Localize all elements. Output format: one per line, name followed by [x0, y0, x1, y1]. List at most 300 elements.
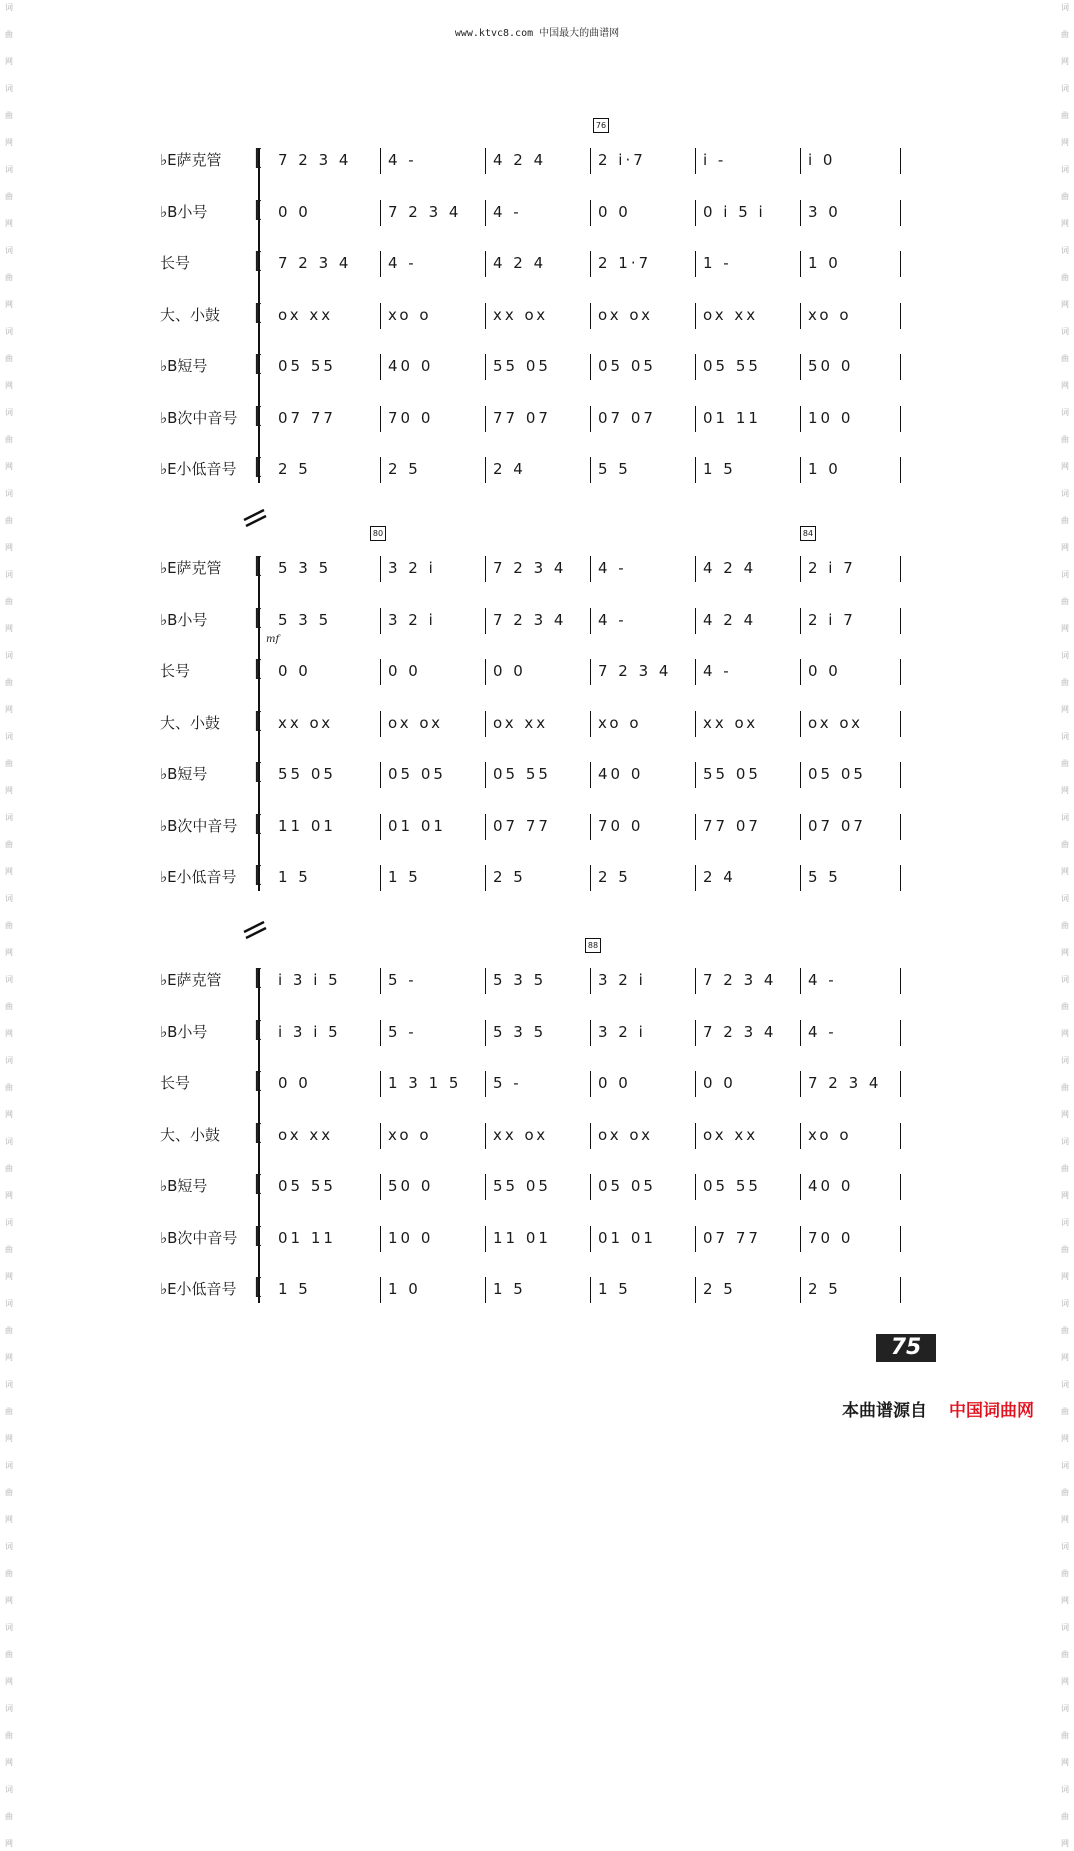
watermark-char: 网 — [1061, 948, 1069, 957]
measure-notes: 4 2 4 — [703, 610, 757, 629]
measure — [485, 346, 590, 386]
watermark-char: 曲 — [5, 111, 13, 120]
instrument-name: 大、小鼓 — [160, 1125, 221, 1144]
measure — [695, 140, 800, 180]
measure-notes: xo o — [808, 1125, 852, 1144]
watermark-char: 网 — [5, 1191, 13, 1200]
watermark-char: 曲 — [1061, 30, 1069, 39]
barline — [900, 303, 901, 329]
measure — [695, 398, 800, 438]
watermark-char: 词 — [5, 1704, 13, 1713]
instrument-staff — [160, 806, 920, 846]
barline — [900, 556, 901, 582]
measure-row — [270, 857, 900, 897]
watermark-char: 网 — [5, 1353, 13, 1362]
measure — [695, 548, 800, 588]
instrument-name: ♭E萨克管 — [160, 971, 222, 989]
watermark-char: 网 — [5, 1029, 13, 1038]
measure — [270, 960, 380, 1000]
measure-notes: 4 - — [388, 151, 417, 169]
measure-notes: 7 2 3 4 — [703, 1022, 777, 1041]
measure — [590, 140, 695, 180]
instrument-name: ♭B短号 — [160, 1177, 208, 1195]
measure-row — [270, 346, 900, 386]
measure-notes: xx ox — [493, 305, 549, 324]
watermark-char: 曲 — [5, 1164, 13, 1173]
measure-notes: 4 - — [808, 1022, 837, 1041]
measure — [695, 243, 800, 283]
measure-notes: xx ox — [703, 713, 759, 732]
measure — [270, 600, 380, 640]
barline — [900, 659, 901, 685]
measure-notes: 05 55 — [278, 1177, 336, 1195]
measure-notes: 77 07 — [493, 408, 551, 427]
watermark-char: 曲 — [1061, 921, 1069, 930]
measure-row — [270, 1166, 900, 1206]
watermark-char: 曲 — [5, 840, 13, 849]
instrument-name: ♭B短号 — [160, 357, 208, 375]
measure-notes: 70 0 — [808, 1228, 854, 1247]
watermark-char: 曲 — [5, 516, 13, 525]
measure-notes: 0 0 — [278, 662, 311, 680]
watermark-char: 词 — [1061, 1461, 1069, 1470]
instrument-staff — [160, 1218, 920, 1258]
measure-notes: 2 4 — [493, 460, 526, 478]
watermark-char: 网 — [5, 1110, 13, 1119]
measure-notes: 0 0 — [703, 1074, 736, 1092]
staff-bracket: [ — [254, 1223, 263, 1249]
measure — [380, 1012, 485, 1052]
measure — [270, 1218, 380, 1258]
measure — [800, 1218, 900, 1258]
measure-notes: 0 i 5 i — [703, 202, 766, 221]
measure — [485, 192, 590, 232]
staff-bracket: [ — [254, 455, 263, 480]
measure — [695, 192, 800, 232]
watermark-char: 词 — [1061, 3, 1069, 12]
measure — [485, 651, 590, 691]
measure-notes: 5 5 — [598, 460, 631, 478]
barline — [900, 148, 901, 174]
watermark-char: 网 — [1061, 1434, 1069, 1443]
measure-notes: 0 0 — [493, 662, 526, 680]
measure-notes: 0 0 — [598, 202, 631, 221]
watermark-char: 网 — [5, 1758, 13, 1767]
watermark-char: 词 — [1061, 1704, 1069, 1713]
instrument-name: ♭B次中音号 — [160, 1228, 238, 1247]
measure-row — [270, 398, 900, 438]
instrument-name: ♭B次中音号 — [160, 408, 238, 427]
watermark-char: 词 — [5, 246, 13, 255]
watermark-char: 词 — [1061, 1137, 1069, 1146]
measure-notes: 01 01 — [388, 816, 446, 835]
watermark-char: 网 — [5, 1272, 13, 1281]
measure — [270, 192, 380, 232]
measure — [695, 449, 800, 489]
watermark-char: 曲 — [1061, 597, 1069, 606]
watermark-char: 网 — [5, 1839, 13, 1848]
watermark-char: 词 — [5, 1218, 13, 1227]
measure-notes: 1 0 — [808, 254, 841, 272]
staff-bracket: [ — [254, 300, 263, 326]
barline — [900, 762, 901, 788]
measure — [590, 398, 695, 438]
barline — [900, 1020, 901, 1046]
instrument-staff — [160, 1012, 920, 1052]
measure — [485, 1012, 590, 1052]
watermark-char: 网 — [5, 1434, 13, 1443]
measure — [800, 600, 900, 640]
measure — [270, 806, 380, 846]
measure-notes: ox xx — [278, 1125, 334, 1144]
instrument-staff — [160, 346, 920, 386]
measure-notes: ox xx — [703, 305, 759, 324]
watermark-char: 词 — [5, 1137, 13, 1146]
instrument-staff — [160, 295, 920, 335]
watermark-char: 词 — [5, 1542, 13, 1551]
barline — [900, 1071, 901, 1097]
watermark-char: 曲 — [5, 273, 13, 282]
staff-bracket: [ — [254, 1017, 263, 1043]
measure-notes: 4 - — [808, 971, 837, 989]
measure-notes: xo o — [598, 713, 642, 732]
instrument-name: ♭B短号 — [160, 765, 208, 783]
instrument-name: ♭E小低音号 — [160, 868, 237, 886]
footer-source-label: 本曲谱源自 — [842, 1401, 927, 1421]
watermark-char: 网 — [5, 1515, 13, 1524]
measure-notes: ox xx — [493, 713, 549, 732]
measure — [800, 449, 900, 489]
watermark-char: 网 — [1061, 1677, 1069, 1686]
measure — [695, 960, 800, 1000]
watermark-char: 网 — [5, 138, 13, 147]
measure — [485, 806, 590, 846]
measure-notes: 0 0 — [278, 202, 311, 221]
measure — [695, 600, 800, 640]
instrument-staff — [160, 548, 920, 588]
measure-notes: 07 07 — [598, 408, 656, 427]
measure-notes: 5 - — [493, 1074, 522, 1092]
measure — [695, 754, 800, 794]
instrument-name: ♭B小号 — [160, 610, 208, 629]
measure-notes: 11 01 — [493, 1228, 551, 1247]
watermark-char: 词 — [5, 3, 13, 12]
measure-notes: 1 - — [703, 254, 732, 272]
barline — [900, 457, 901, 483]
watermark-char: 曲 — [5, 597, 13, 606]
measure — [590, 703, 695, 743]
watermark-char: 词 — [1061, 327, 1069, 336]
measure — [380, 295, 485, 335]
system-break-icon — [240, 920, 270, 940]
watermark-char: 曲 — [1061, 354, 1069, 363]
barline — [900, 200, 901, 226]
measure — [485, 1063, 590, 1103]
watermark-char: 曲 — [1061, 435, 1069, 444]
footer-credit — [842, 1396, 1034, 1421]
instrument-name: ♭B小号 — [160, 202, 208, 221]
watermark-char: 词 — [1061, 570, 1069, 579]
measure — [800, 140, 900, 180]
watermark-char: 网 — [1061, 57, 1069, 66]
watermark-char: 词 — [5, 570, 13, 579]
measure — [270, 1166, 380, 1206]
watermark-char: 网 — [1061, 300, 1069, 309]
measure-notes: 70 0 — [388, 408, 434, 427]
watermark-char: 曲 — [1061, 516, 1069, 525]
watermark-char: 词 — [1061, 1785, 1069, 1794]
measure — [800, 346, 900, 386]
measure-notes: 7 2 3 4 — [493, 559, 567, 577]
measure — [270, 1063, 380, 1103]
measure — [590, 960, 695, 1000]
measure-notes: 2 5 — [388, 460, 421, 478]
watermark-char: 网 — [5, 57, 13, 66]
instrument-staff — [160, 449, 920, 489]
measure — [270, 243, 380, 283]
measure — [485, 703, 590, 743]
measure — [590, 1115, 695, 1155]
staff-bracket: [ — [254, 605, 263, 631]
watermark-char: 词 — [5, 651, 13, 660]
measure — [590, 1012, 695, 1052]
watermark-char: 曲 — [5, 1083, 13, 1092]
measure — [270, 398, 380, 438]
staff-bracket: [ — [254, 657, 263, 682]
staff-bracket: [ — [254, 352, 263, 377]
measure — [270, 140, 380, 180]
measure-row — [270, 449, 900, 489]
watermark-char: 词 — [5, 732, 13, 741]
measure — [380, 651, 485, 691]
watermark-char: 曲 — [1061, 273, 1069, 282]
measure-notes: 7 2 3 4 — [598, 662, 672, 680]
measure — [270, 754, 380, 794]
measure-notes: 2 5 — [278, 460, 311, 478]
measure-notes: 4 - — [598, 559, 627, 577]
watermark-char: 网 — [5, 624, 13, 633]
watermark-char: 曲 — [5, 192, 13, 201]
watermark-char: 词 — [1061, 489, 1069, 498]
watermark-char: 词 — [5, 327, 13, 336]
page-number: 75 — [876, 1334, 936, 1362]
measure-notes: 3 2 i — [388, 559, 436, 577]
measure-notes: 2 i 7 — [808, 610, 856, 629]
measure — [590, 806, 695, 846]
watermark-char: 词 — [5, 1461, 13, 1470]
measure — [590, 1166, 695, 1206]
watermark-char: 网 — [1061, 705, 1069, 714]
watermark-char: 曲 — [5, 1245, 13, 1254]
instrument-name: 长号 — [160, 1074, 191, 1092]
measure-notes: 4 2 4 — [703, 559, 757, 577]
measure-notes: 2 4 — [703, 868, 736, 886]
measure-notes: 4 - — [388, 254, 417, 272]
measure — [485, 1166, 590, 1206]
measure-row — [270, 295, 900, 335]
watermark-char: 曲 — [1061, 678, 1069, 687]
measure-notes: 1 5 — [388, 868, 421, 886]
watermark-char: 词 — [5, 165, 13, 174]
measure-notes: 7 2 3 4 — [388, 202, 462, 221]
measure — [485, 1269, 590, 1309]
staff-bracket: [ — [254, 863, 263, 888]
measure — [695, 1218, 800, 1258]
measure-row — [270, 548, 900, 588]
measure-notes: i 0 — [808, 151, 836, 169]
watermark-char: 词 — [5, 489, 13, 498]
watermark-char: 曲 — [5, 30, 13, 39]
measure-notes: ox ox — [598, 305, 653, 324]
watermark-char: 词 — [5, 975, 13, 984]
measure-notes: 5 3 5 — [493, 971, 547, 989]
watermark-char: 词 — [1061, 894, 1069, 903]
barline — [900, 1226, 901, 1252]
measure — [270, 1115, 380, 1155]
barline — [900, 354, 901, 380]
barline — [900, 1277, 901, 1303]
measure-notes: 05 05 — [808, 765, 866, 783]
measure-notes: 4 - — [703, 662, 732, 680]
measure — [800, 806, 900, 846]
instrument-name: ♭E萨克管 — [160, 559, 222, 577]
barline — [900, 814, 901, 840]
measure — [800, 703, 900, 743]
measure — [380, 857, 485, 897]
measure-notes: 50 0 — [808, 357, 854, 375]
instrument-staff — [160, 398, 920, 438]
measure — [380, 1166, 485, 1206]
watermark-char: 词 — [1061, 246, 1069, 255]
instrument-staff — [160, 1269, 920, 1309]
watermark-char: 曲 — [5, 1731, 13, 1740]
watermark-char: 词 — [1061, 651, 1069, 660]
measure-notes: 7 2 3 4 — [278, 151, 352, 169]
measure — [800, 857, 900, 897]
watermark-char: 词 — [1061, 1299, 1069, 1308]
measure — [485, 548, 590, 588]
barline — [900, 1123, 901, 1149]
measure-notes: 7 2 3 4 — [703, 971, 777, 989]
measure — [695, 857, 800, 897]
measure-row — [270, 243, 900, 283]
measure — [485, 857, 590, 897]
measure-row — [270, 1063, 900, 1103]
measure — [270, 449, 380, 489]
watermark-char: 词 — [1061, 1056, 1069, 1065]
measure-notes: 05 05 — [598, 357, 656, 375]
barline — [900, 711, 901, 737]
watermark-char: 曲 — [1061, 1812, 1069, 1821]
measure-notes: 0 0 — [388, 662, 421, 680]
dynamic-marking: mf — [266, 633, 280, 645]
measure — [485, 140, 590, 180]
watermark-char: 网 — [5, 786, 13, 795]
measure — [590, 1218, 695, 1258]
instrument-staff — [160, 651, 920, 691]
barline — [900, 968, 901, 994]
instrument-name: 长号 — [160, 662, 191, 680]
measure-notes: 2 5 — [493, 868, 526, 886]
measure-notes: 40 0 — [808, 1177, 854, 1195]
watermark-char: 曲 — [5, 1812, 13, 1821]
measure-notes: 11 01 — [278, 816, 336, 835]
watermark-char: 网 — [1061, 1191, 1069, 1200]
measure-notes: 2 5 — [598, 868, 631, 886]
measure-notes: 05 05 — [388, 765, 446, 783]
measure-notes: 10 0 — [388, 1228, 434, 1247]
watermark-char: 曲 — [5, 1488, 13, 1497]
measure — [695, 1012, 800, 1052]
watermark-char: 网 — [1061, 462, 1069, 471]
measure-notes: 1 5 — [598, 1280, 631, 1298]
measure-notes: 01 11 — [703, 408, 761, 427]
instrument-name: 大、小鼓 — [160, 713, 221, 732]
measure — [590, 857, 695, 897]
measure — [800, 1012, 900, 1052]
measure — [380, 449, 485, 489]
measure — [270, 1269, 380, 1309]
watermark-char: 网 — [1061, 219, 1069, 228]
measure-notes: ox ox — [388, 713, 443, 732]
measure-notes: 05 55 — [278, 357, 336, 375]
measure — [270, 548, 380, 588]
instrument-staff — [160, 243, 920, 283]
measure-notes: 07 77 — [493, 816, 551, 835]
instrument-staff — [160, 960, 920, 1000]
watermark-char: 曲 — [1061, 1326, 1069, 1335]
watermark-char: 曲 — [5, 435, 13, 444]
watermark-char: 曲 — [1061, 1407, 1069, 1416]
measure-notes: i 3 i 5 — [278, 971, 341, 989]
measure-row — [270, 1012, 900, 1052]
staff-bracket: [ — [254, 554, 263, 579]
measure-row — [270, 1115, 900, 1155]
measure — [380, 703, 485, 743]
staff-bracket: [ — [254, 1275, 263, 1300]
measure-notes: 4 2 4 — [493, 254, 547, 272]
watermark-char: 曲 — [1061, 192, 1069, 201]
rehearsal-mark: 88 — [585, 938, 601, 953]
measure — [590, 548, 695, 588]
watermark-char: 网 — [1061, 1596, 1069, 1605]
measure — [590, 449, 695, 489]
left-watermark-strip — [2, 0, 16, 1848]
measure — [800, 243, 900, 283]
watermark-char: 词 — [1061, 1542, 1069, 1551]
measure-notes: 05 55 — [703, 357, 761, 375]
measure — [485, 295, 590, 335]
measure-notes: 07 07 — [808, 816, 866, 835]
measure-row — [270, 960, 900, 1000]
measure — [380, 1218, 485, 1258]
measure-notes: 2 5 — [808, 1280, 841, 1298]
watermark-char: 词 — [1061, 732, 1069, 741]
measure-notes: 1 5 — [703, 460, 736, 478]
measure-notes: 2 5 — [703, 1280, 736, 1298]
watermark-char: 曲 — [1061, 1650, 1069, 1659]
measure — [800, 1063, 900, 1103]
watermark-char: 词 — [1061, 975, 1069, 984]
rehearsal-mark: 76 — [593, 118, 609, 133]
watermark-char: 词 — [1061, 408, 1069, 417]
watermark-char: 词 — [5, 813, 13, 822]
measure-notes: 1 5 — [493, 1280, 526, 1298]
measure — [800, 1115, 900, 1155]
instrument-staff — [160, 857, 920, 897]
watermark-char: 词 — [5, 84, 13, 93]
watermark-char: 曲 — [1061, 1731, 1069, 1740]
